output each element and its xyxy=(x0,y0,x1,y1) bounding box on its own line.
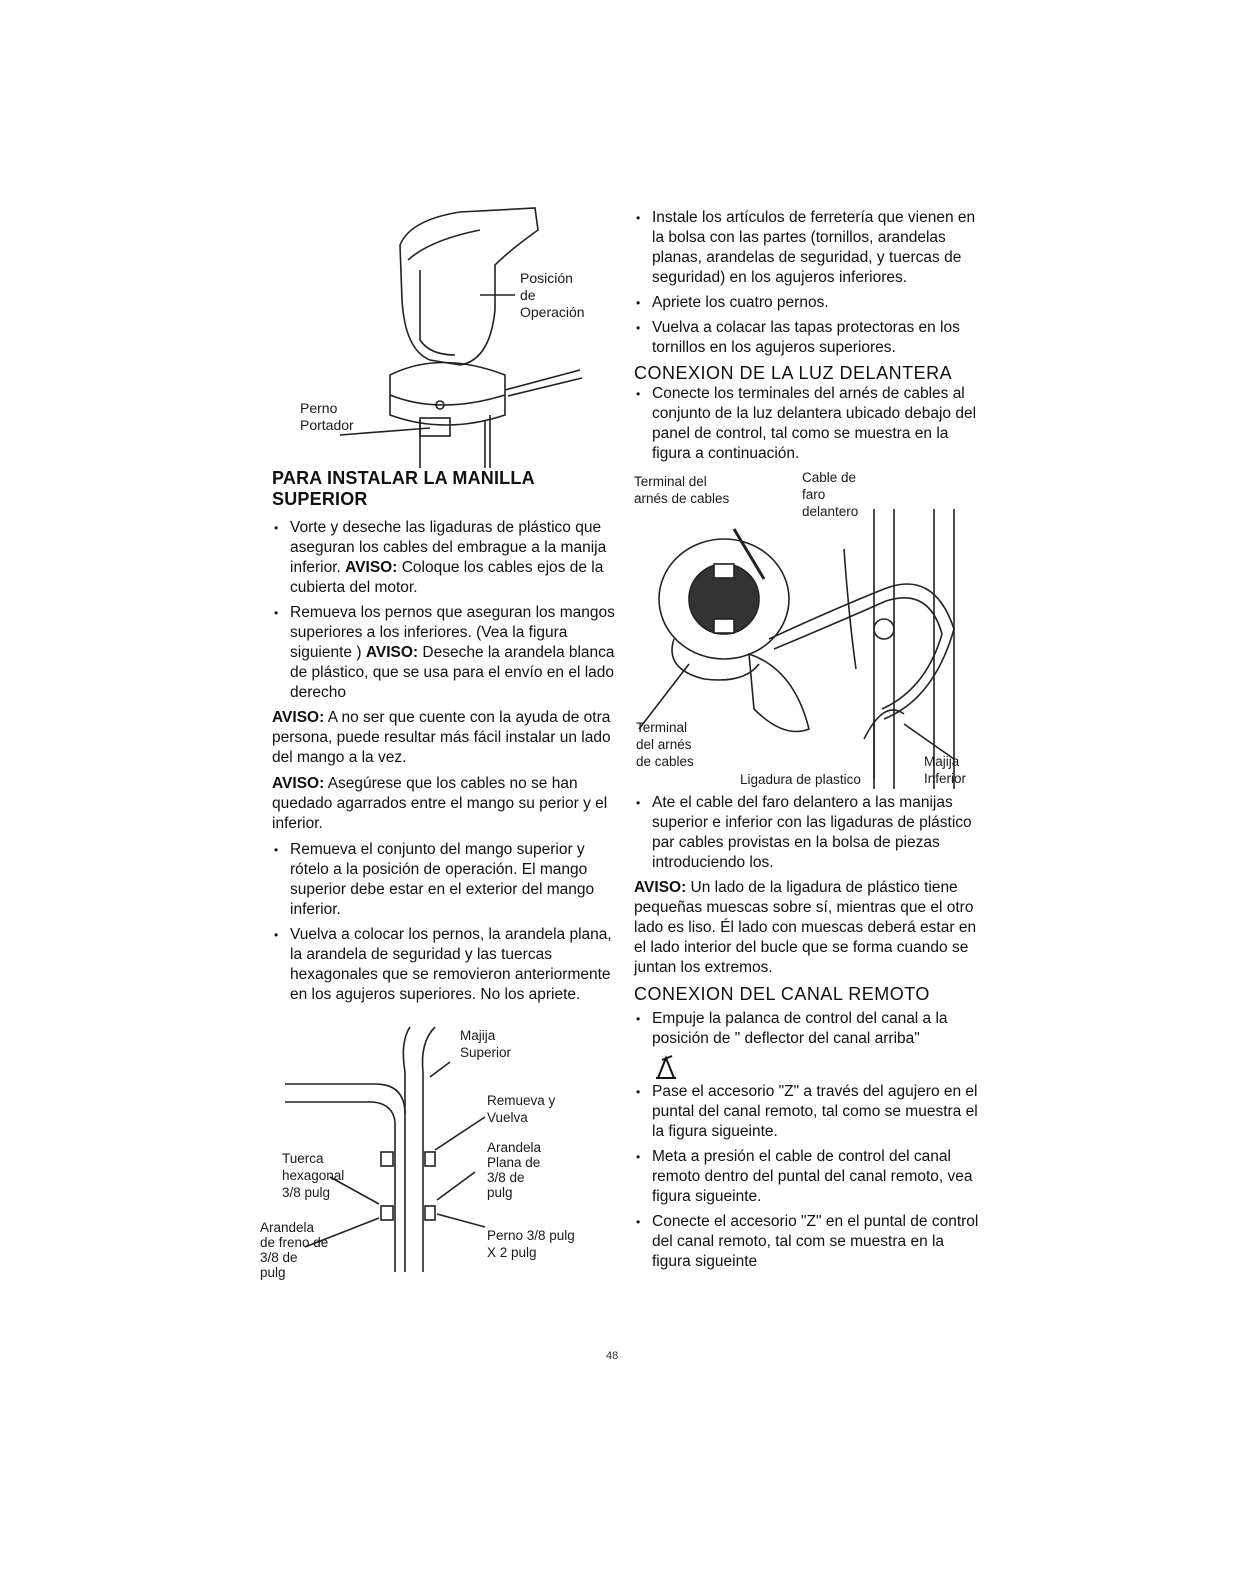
label-lock-washer: Arandela de freno de 3/8 de pulg xyxy=(260,1220,329,1280)
label-carriage-bolt: Perno Portador xyxy=(300,400,354,433)
list-item: • Pase el accesorio "Z" a través del agujero en el puntal del canal remoto, tal como se muestra el la figura sigueinte. xyxy=(634,1082,984,1142)
aviso-label: AVISO: xyxy=(634,879,687,896)
list-item: • Conecte los terminales del arnés de cables al conjunto de la luz delantera ubicado debajo del panel de control, tal como se muestra en la figura a continuación. xyxy=(634,384,984,464)
label-harness-terminal-bottom: Terminal del arnés de cables xyxy=(636,720,694,769)
step-text: Remueva los pernos que aseguran los mangos superiores a los inferiores. (Vea la figura siguiente ) xyxy=(290,604,615,661)
list-item: • Conecte el accesorio "Z" en el puntal de control del canal remoto, tal com se muestra en la figura sigueinte xyxy=(634,1212,984,1272)
aviso-label: AVISO: xyxy=(345,559,398,576)
label-headlight-cable: Cable de faro delantero xyxy=(802,470,859,519)
remote-chute-steps-a xyxy=(634,1009,984,1049)
remote-chute-steps-b xyxy=(634,1082,984,1272)
section-title-headlight: CONEXION DE LA LUZ DELANTERA xyxy=(634,363,953,383)
label-upper-handle: Majija Superior xyxy=(460,1028,512,1060)
aviso-label: AVISO: xyxy=(365,644,419,661)
note-cables xyxy=(272,774,617,834)
tie-steps xyxy=(634,793,984,873)
label-flat-washer: Arandela Plana de 3/8 de pulg xyxy=(487,1140,542,1200)
note-assistance xyxy=(272,708,617,768)
deflector-up-icon xyxy=(652,1054,682,1080)
figure-hardware xyxy=(255,1022,600,1292)
label-lower-handle: Majija Inferior xyxy=(924,754,967,786)
step-text: Deseche la arandela blanca de plástico, que se usa para el envío en el lado derecho xyxy=(290,644,615,701)
label-remove-replace: Remueva y Vuelva xyxy=(487,1093,556,1125)
figure-operating-position xyxy=(280,200,610,475)
note-tie-notches xyxy=(634,878,984,978)
list-item: • Meta a presión el cable de control del canal remoto dentro del puntal del canal remoto, vea figura sigueinte. xyxy=(634,1147,984,1207)
aviso-label: AVISO: xyxy=(272,709,325,726)
chute-deflector-icon xyxy=(652,1054,984,1082)
label-bolt: Perno 3/8 pulg X 2 pulg xyxy=(487,1228,575,1260)
list-item: • Vuelva a colocar los pernos, la arandela plana, la arandela de seguridad y las tuercas hexagonales que se removieron anteriormente en los agujeros superiores. No los apriete. xyxy=(272,925,617,1005)
list-item xyxy=(272,603,617,703)
install-handle-steps-b xyxy=(272,840,617,1005)
step-text: Vorte y deseche las ligaduras de plástico que aseguran los cables del embrague a la manija inferior. xyxy=(290,519,607,576)
page-number: 48 xyxy=(606,1350,619,1362)
list-item: • Instale los artículos de ferretería que vienen en la bolsa con las partes (tornillos, arandelas planas, arandelas de seguridad, y tuercas de seguridad) en los agujeros inferiores. xyxy=(634,208,984,288)
hardware-steps xyxy=(634,208,984,358)
section-title-install-handle: PARA INSTALAR LA MANILLA SUPERIOR xyxy=(272,468,535,509)
figure-headlight-wiring xyxy=(634,469,984,789)
step-text: Coloque los cables ejos de la cubierta del motor. xyxy=(290,559,604,596)
list-item: • Apriete los cuatro pernos. xyxy=(634,293,984,313)
label-plastic-tie: Ligadura de plastico xyxy=(740,772,861,787)
section-title-remote-chute: CONEXION DEL CANAL REMOTO xyxy=(634,984,930,1004)
note-text: Asegúrese que los cables no se han quedado agarrados entre el mango su perior y el inferior. xyxy=(272,775,608,832)
aviso-label: AVISO: xyxy=(272,775,325,792)
headlight-steps xyxy=(634,384,984,464)
label-operating-position: Posición de Operación xyxy=(520,270,585,320)
list-item xyxy=(272,518,617,598)
note-text: A no ser que cuente con la ayuda de otra persona, puede resultar más fácil instalar un lado del mango a la vez. xyxy=(272,709,611,766)
right-column xyxy=(634,208,984,1277)
list-item: • Vuelva a colacar las tapas protectoras en los tornillos en los agujeros superiores. xyxy=(634,318,984,358)
label-harness-terminal-top: Terminal del arnés de cables xyxy=(634,474,730,506)
label-hex-nut: Tuerca hexagonal 3/8 pulg xyxy=(282,1151,345,1200)
list-item: • Ate el cable del faro delantero a las manijas superior e inferior con las ligaduras de plástico par cables provistas en la bolsa de piezas introduciendo los. xyxy=(634,793,984,873)
left-text-block xyxy=(272,468,617,1010)
note-text: Un lado de la ligadura de plástico tiene pequeñas muescas sobre sí, mientras que el otro lado es liso. Él lado con muescas deberá estar en el lado interior del bucle que se forma cuando se juntan los extremos. xyxy=(634,879,977,976)
list-item: • Empuje la palanca de control del canal a la posición de " deflector del canal arriba" xyxy=(634,1009,984,1049)
install-handle-steps-a xyxy=(272,518,617,703)
list-item: • Remueva el conjunto del mango superior y rótelo a la posición de operación. El mango superior debe estar en el exterior del mango inferior. xyxy=(272,840,617,920)
